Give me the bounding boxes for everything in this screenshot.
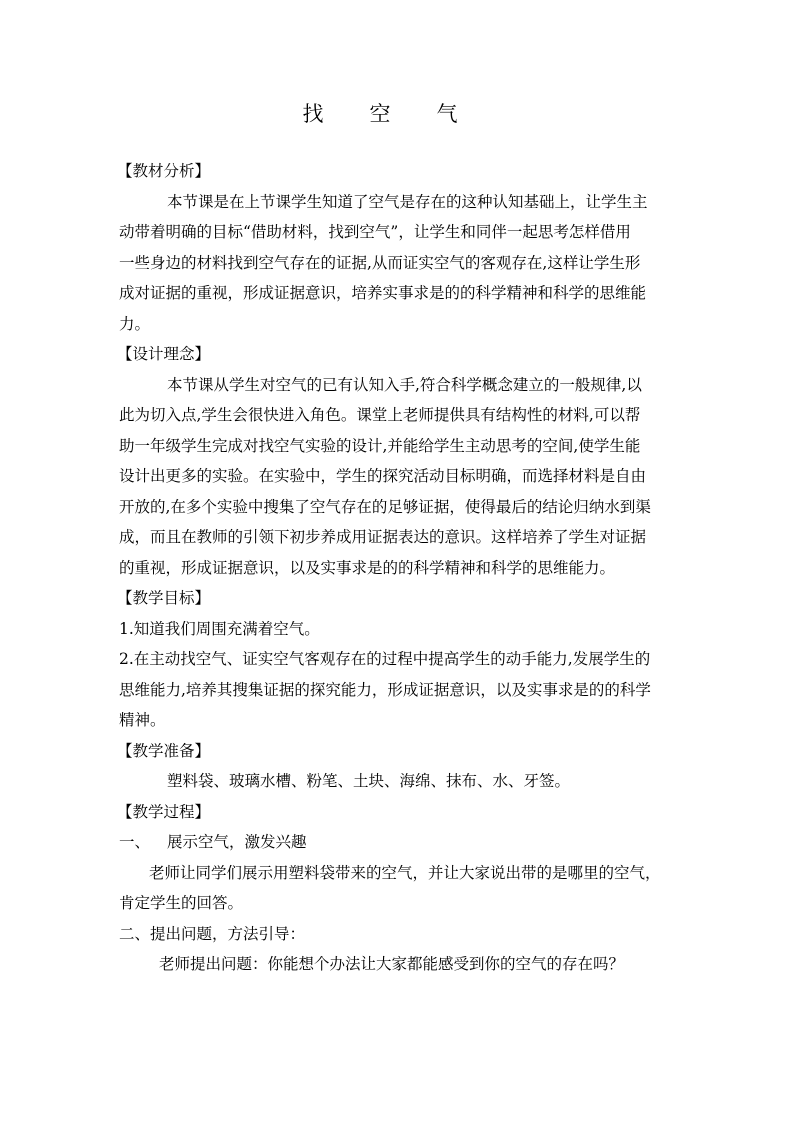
paragraph-line: 老师提出问题：你能想个办法让大家都能感受到你的空气的存在吗？ [159,955,625,973]
paragraph-line: 肯定学生的回答。 [119,894,244,912]
document-body [119,156,679,980]
paragraph-line: 助一年级学生完成对找空气实验的设计,并能给学生主动思考的空间,使学生能 [119,436,641,455]
section-heading-concept: 【设计理念】 [117,345,211,363]
goal-item-1 [119,614,679,645]
goal-line: 1.知道我们周围充满着空气。 [119,619,320,638]
paragraph-line: 此为切入点,学生会很快进入角色。课堂上老师提供具有结构性的材料,可以帮 [119,406,641,424]
paragraph-line: 本节课从学生对空气的已有认知入手,符合科学概念建立的一般规律,以 [167,375,642,394]
paragraph-line: 本节课是在上节课学生知道了空气是存在的这种认知基础上，让学生主 [167,192,648,211]
paragraph-line: 老师让同学们展示用塑料袋带来的空气，并让大家说出带的是哪里的空气， [149,863,661,882]
title-char: 气 [436,102,458,126]
section-heading-process: 【教学过程】 [117,802,211,821]
document-title [0,98,760,128]
step-title-text: 展示空气，激发兴趣 [167,833,307,851]
title-char: 空 [369,102,391,126]
paragraph-line: 成，而且在教师的引领下初步养成用证据表达的意识。这样培养了学生对证据 [119,528,647,546]
analysis-paragraph [119,187,679,340]
paragraph-line: 动带着明确的目标“借助材料，找到空气”，让学生和同伴一起思考怎样借用 [119,223,631,241]
paragraph-line: 成对证据的重视，形成证据意识，培养实事求是的的科学精神和科学的思维能 [119,284,647,302]
section-heading-analysis: 【教材分析】 [117,162,211,180]
paragraph-line: 设计出更多的实验。在实验中，学生的探究活动目标明确，而选择材料是自由 [119,467,647,485]
paragraph-line: 力。 [119,314,151,333]
paragraph-line: 的重视，形成证据意识，以及实事求是的的科学精神和科学的思维能力。 [119,558,616,577]
paragraph-line: 开放的,在多个实验中搜集了空气存在的足够证据，使得最后的结论归纳水到渠 [119,497,651,516]
section-heading-goals: 【教学目标】 [117,589,211,607]
goal-item-2 [119,644,679,736]
goal-line: 2.在主动找空气、证实空气客观存在的过程中提高学生的动手能力,发展学生的 [119,650,651,668]
section-heading-prep: 【教学准备】 [117,741,211,760]
goal-line: 思维能力,培养其搜集证据的探究能力，形成证据意识，以及实事求是的的科学 [119,680,651,699]
step-number: 一、 [119,833,151,851]
concept-paragraph [119,370,679,584]
paragraph-line: 一些身边的材料找到空气存在的证据,从而证实空气的客观存在,这样让学生形 [119,253,641,272]
prep-materials: 塑料袋、玻璃水槽、粉笔、土块、海绵、抹布、水、牙签。 [167,772,571,790]
title-char: 找 [302,102,324,126]
step-2-title: 二、提出问题，方法引导： [119,924,306,943]
goal-line: 精神。 [119,711,166,729]
step-1-title [119,827,679,858]
